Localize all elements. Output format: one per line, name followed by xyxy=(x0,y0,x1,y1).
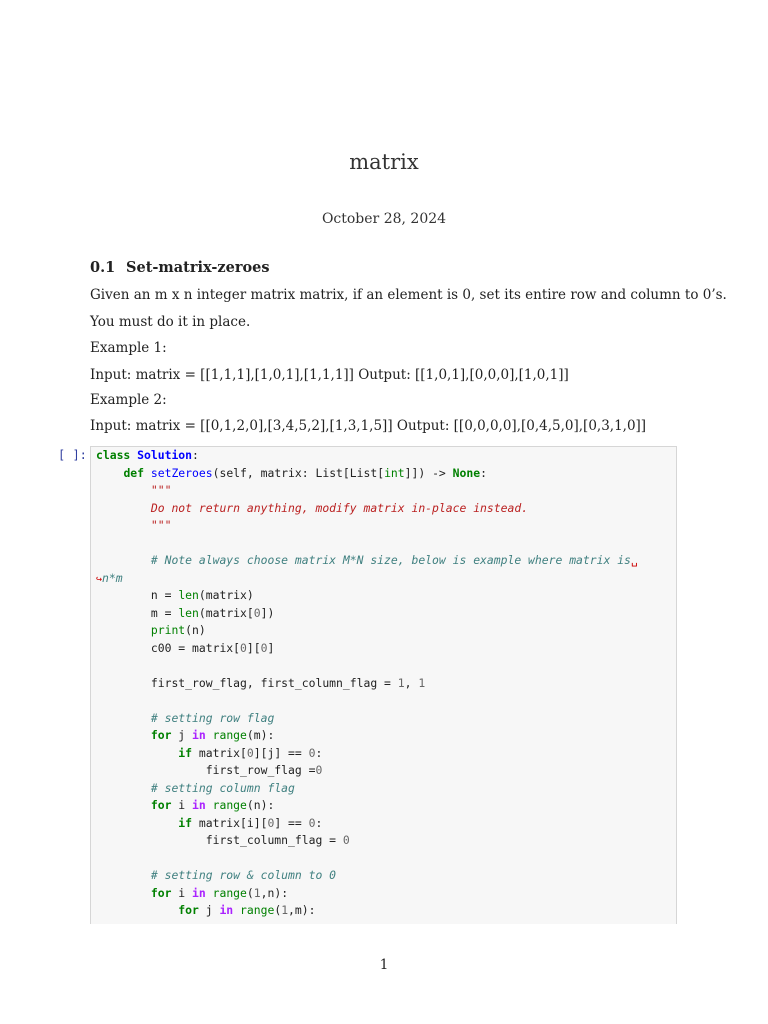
number: 0 xyxy=(240,640,247,655)
code-text: ,n): xyxy=(260,885,289,900)
code-cell[interactable] xyxy=(90,446,677,924)
paragraph-example-2: Input: matrix = [[0,1,2,0],[3,4,5,2],[1,3,1,5]] Output: [[0,0,0,0],[0,4,5,0],[0,3,1,0]] xyxy=(90,418,647,434)
code-line xyxy=(96,517,171,535)
code-line xyxy=(96,745,322,763)
code-line xyxy=(96,570,123,588)
comment: # setting row flag xyxy=(150,710,275,725)
docstring: Do not return anything, modify matrix in-place instead. xyxy=(150,500,529,515)
code-text: (n): xyxy=(246,798,275,812)
number: 0 xyxy=(342,833,350,847)
code-line xyxy=(96,605,274,623)
line-wrap-icon: ␣ xyxy=(630,553,638,567)
code-line xyxy=(96,832,350,850)
code-text: : xyxy=(315,745,323,760)
keyword: if xyxy=(178,815,193,830)
paragraph-description: Given an m x n integer matrix matrix, if an element is 0, set its entire row and column to 0’s. xyxy=(90,287,727,303)
docstring: """ xyxy=(150,483,172,497)
code-text: : xyxy=(192,448,199,462)
number: 0 xyxy=(253,605,261,620)
code-text: n = xyxy=(150,588,179,602)
builtin: range xyxy=(212,728,247,742)
builtin: range xyxy=(212,885,247,900)
keyword: class xyxy=(96,448,131,462)
code-text: (m): xyxy=(246,728,275,742)
code-line xyxy=(96,762,322,780)
section-title: Set-matrix-zeroes xyxy=(126,259,270,276)
code-line xyxy=(96,815,322,833)
code-text: ]) xyxy=(260,605,275,620)
code-text: ,m): xyxy=(288,903,316,917)
document-title: matrix xyxy=(349,150,419,174)
paragraph-example-2-label: Example 2: xyxy=(90,392,167,408)
paragraph-in-place: You must do it in place. xyxy=(90,314,251,330)
number: 1 xyxy=(397,675,405,690)
code-text: i xyxy=(171,885,193,900)
keyword: for xyxy=(150,885,172,900)
docstring: """ xyxy=(150,518,172,532)
code-text: : xyxy=(480,465,487,480)
code-text: (matrix[ xyxy=(198,605,254,620)
code-line xyxy=(96,902,315,920)
code-line xyxy=(96,710,274,728)
code-line xyxy=(96,797,274,815)
code-line xyxy=(96,640,274,658)
number: 0 xyxy=(246,745,254,760)
operator-keyword: in xyxy=(219,903,234,917)
code-line xyxy=(96,780,295,798)
code-line xyxy=(96,727,274,745)
page-number: 1 xyxy=(379,957,389,973)
operator-keyword: in xyxy=(192,885,206,900)
function-name: setZeroes xyxy=(150,465,213,480)
code-line xyxy=(96,885,288,903)
number: 0 xyxy=(260,640,268,655)
code-text: first_column_flag = xyxy=(205,833,343,847)
code-text: ][ xyxy=(246,640,261,655)
code-text: ] == xyxy=(274,815,309,830)
code-text: : xyxy=(315,815,323,830)
code-text: ( xyxy=(274,903,282,917)
code-line xyxy=(96,465,487,483)
code-text: (matrix) xyxy=(198,588,254,602)
code-text: matrix[i][ xyxy=(192,815,268,830)
builtin: range xyxy=(240,903,275,917)
keyword: None xyxy=(452,465,481,480)
keyword: for xyxy=(150,728,172,742)
document-date: October 28, 2024 xyxy=(321,211,447,227)
section-number: 0.1 xyxy=(90,259,116,276)
code-line xyxy=(96,500,528,518)
continuation-arrow-icon: ↪ xyxy=(96,573,103,585)
code-text: ]]) -> xyxy=(404,465,453,480)
keyword: def xyxy=(123,465,145,480)
code-text: m = xyxy=(150,605,179,620)
builtin: int xyxy=(384,465,405,480)
code-text: j xyxy=(171,728,193,742)
number: 0 xyxy=(267,815,275,830)
comment: # setting row & column to 0 xyxy=(150,868,337,882)
paragraph-example-1: Input: matrix = [[1,1,1],[1,0,1],[1,1,1]] Output: [[1,0,1],[0,0,0],[1,0,1]] xyxy=(90,367,569,383)
section-heading xyxy=(90,259,270,276)
comment: n*m xyxy=(102,570,123,585)
code-text: i xyxy=(171,798,193,812)
code-line xyxy=(96,587,254,605)
keyword: for xyxy=(178,903,199,917)
builtin: len xyxy=(178,588,199,602)
number: 1 xyxy=(253,885,261,900)
code-line xyxy=(96,867,336,885)
code-line xyxy=(96,482,171,500)
operator-keyword: in xyxy=(192,728,206,742)
code-text: ( xyxy=(246,885,254,900)
number: 0 xyxy=(308,815,316,830)
code-text: j xyxy=(198,903,220,917)
code-text: first_row_flag, first_column_flag = xyxy=(150,675,398,690)
code-line xyxy=(96,675,425,693)
keyword: if xyxy=(178,745,193,760)
number: 1 xyxy=(281,903,289,917)
operator-keyword: in xyxy=(192,798,206,812)
comment: # setting column flag xyxy=(150,780,295,795)
number: 1 xyxy=(418,675,426,690)
code-text: (n) xyxy=(185,623,206,637)
number: 0 xyxy=(308,745,316,760)
code-line xyxy=(96,447,199,465)
comment: # Note always choose matrix M*N size, below is example where matrix is xyxy=(150,553,631,567)
code-text: matrix[ xyxy=(192,745,247,760)
code-text: ] xyxy=(267,640,275,655)
paragraph-example-1-label: Example 1: xyxy=(90,340,167,356)
builtin: print xyxy=(150,623,186,637)
code-text: (self, matrix: List[List[ xyxy=(212,465,385,480)
code-text: c00 = matrix[ xyxy=(150,640,241,655)
code-text: first_row_flag = xyxy=(205,763,316,777)
code-text: ][j] == xyxy=(253,745,309,760)
code-text: , xyxy=(404,675,419,690)
code-line xyxy=(96,552,638,570)
number: 0 xyxy=(315,763,323,777)
keyword: for xyxy=(150,798,172,812)
code-line xyxy=(96,622,206,640)
builtin: len xyxy=(178,605,199,620)
cell-prompt: [ ]: xyxy=(58,448,87,462)
builtin: range xyxy=(212,798,247,812)
class-name: Solution xyxy=(137,448,193,462)
